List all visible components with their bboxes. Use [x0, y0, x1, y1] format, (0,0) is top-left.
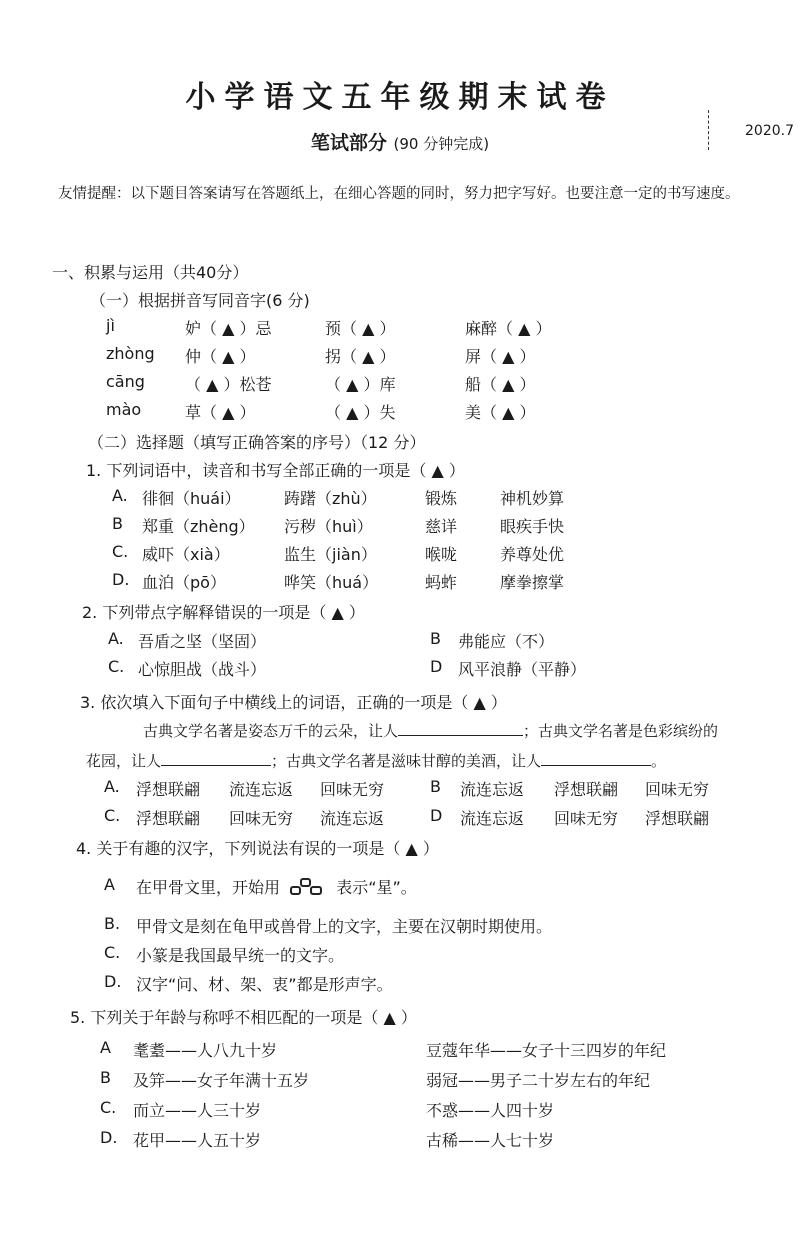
q3-option-word: 流连忘返: [460, 809, 525, 828]
pinyin-label: zhòng: [106, 344, 155, 363]
pinyin-blank[interactable]: 麻醉（ ▲ ）: [465, 319, 552, 338]
part-1-title: （一）根据拼音写同音字(6 分): [90, 291, 310, 310]
pinyin-blank[interactable]: 妒（ ▲ ）忌: [185, 319, 272, 338]
q3-option-word: 浮想联翩: [554, 780, 619, 799]
section-1-title: 一、积累与运用（共40分）: [52, 263, 249, 282]
q4-option-label[interactable]: A: [104, 875, 115, 894]
q5-option-left: 及笄——女子年满十五岁: [133, 1071, 310, 1090]
q1-option-word: 监生（jiàn）: [284, 545, 377, 564]
q1-option-word: 踌躇（zhù）: [284, 489, 377, 508]
oracle-star-glyph-icon: [289, 878, 327, 900]
q1-option-word: 污秽（huì）: [284, 517, 373, 536]
q3-option-word: 流连忘返: [229, 780, 294, 799]
q4-option-text: 汉字“问、材、架、衷”都是形声字。: [136, 975, 393, 994]
q1-option-word: 哗笑（huá）: [284, 573, 379, 592]
binding-marker: [708, 110, 711, 150]
q3-blank-2[interactable]: [161, 751, 271, 766]
pinyin-blank[interactable]: 拐（ ▲ ）: [325, 347, 396, 366]
pinyin-blank[interactable]: 仲（ ▲ ）: [185, 347, 256, 366]
pinyin-blank[interactable]: （ ▲ ）库: [325, 375, 396, 394]
q1-stem: 1. 下列词语中，读音和书写全部正确的一项是（ ▲ ）: [86, 461, 465, 480]
q3-passage-line-2: [86, 750, 666, 771]
q3-stem: 3. 依次填入下面句子中横线上的词语，正确的一项是（ ▲ ）: [80, 693, 507, 712]
q5-stem: 5. 下列关于年龄与称呼不相匹配的一项是（ ▲ ）: [70, 1008, 417, 1027]
q2-option-label[interactable]: A.: [108, 629, 124, 648]
subtitle-text: 笔试部分: [310, 132, 387, 154]
pinyin-label: cāng: [106, 372, 145, 391]
q3-option-word: 回味无穷: [229, 809, 294, 828]
q3-option-label[interactable]: C.: [104, 806, 121, 825]
q1-option-label[interactable]: A.: [112, 486, 128, 505]
pinyin-label: mào: [106, 400, 142, 419]
q4-option-label[interactable]: D.: [104, 972, 122, 991]
q3-passage-part: ；古典文学名著是滋味甘醇的美酒，让人: [271, 752, 542, 770]
part-2-title: （二）选择题（填写正确答案的序号）（12 分）: [88, 433, 426, 452]
q2-stem: 2. 下列带点字解释错误的一项是（ ▲ ）: [82, 603, 365, 622]
q1-option-word: 蚂蚱: [425, 573, 458, 592]
q3-blank-3[interactable]: [541, 751, 651, 766]
pinyin-blank[interactable]: 屏（ ▲ ）: [465, 347, 536, 366]
q4-option-text: 小篆是我国最早统一的文字。: [136, 946, 345, 965]
q1-option-word: 眼疾手快: [500, 517, 565, 536]
q3-option-word: 回味无穷: [645, 780, 710, 799]
q1-option-word: 威吓（xià）: [142, 545, 230, 564]
q1-option-word: 摩拳擦掌: [500, 573, 565, 592]
pinyin-blank[interactable]: 美（ ▲ ）: [465, 403, 536, 422]
q4-option-a-text: 表示“星”。: [336, 878, 417, 897]
exam-title: 小学语文五年级期末试卷: [185, 80, 615, 115]
q4-option-text: 甲骨文是刻在龟甲或兽骨上的文字，主要在汉朝时期使用。: [136, 917, 553, 936]
q1-option-word: 锻炼: [425, 489, 458, 508]
q3-option-label[interactable]: B: [430, 777, 441, 796]
pinyin-blank[interactable]: （ ▲ ）松苍: [185, 375, 272, 394]
exam-subtitle: [0, 128, 800, 155]
q3-option-label[interactable]: D: [430, 806, 443, 825]
q2-option-text: 心惊胆战（战斗）: [138, 660, 267, 679]
pinyin-blank[interactable]: （ ▲ ）失: [325, 403, 396, 422]
q3-passage-part: 。: [651, 752, 667, 770]
q5-option-label[interactable]: D.: [100, 1128, 118, 1147]
reminder-text: 友情提醒：以下题目答案请写在答题纸上，在细心答题的同时，努力把字写好。也要注意一定的书写速度。: [58, 186, 740, 202]
q1-option-word: 血泊（pō）: [142, 573, 226, 592]
q4-option-label[interactable]: B.: [104, 914, 121, 933]
q1-option-word: 郑重（zhèng）: [142, 517, 255, 536]
pinyin-label: jì: [106, 316, 115, 335]
q1-option-word: 养尊处优: [500, 545, 565, 564]
pinyin-blank[interactable]: 草（ ▲ ）: [185, 403, 256, 422]
q2-option-text: 弗能应（不）: [458, 632, 555, 651]
q3-passage-part: 古典文学名著是姿态万千的云朵，让人: [143, 722, 399, 740]
q5-option-left: 耄耋——人八九十岁: [133, 1041, 278, 1060]
q3-option-word: 流连忘返: [320, 809, 385, 828]
q5-option-left: 而立——人三十岁: [133, 1101, 262, 1120]
q3-option-word: 浮想联翩: [136, 809, 201, 828]
q2-option-label[interactable]: C.: [108, 657, 125, 676]
q3-passage-part: ；古典文学名著是色彩缤纷的: [523, 722, 719, 740]
q3-passage-part: 花园，让人: [86, 752, 162, 770]
subtitle-duration: (90 分钟完成): [393, 135, 490, 153]
pinyin-blank[interactable]: 预（ ▲ ）: [325, 319, 396, 338]
pinyin-blank[interactable]: 船（ ▲ ）: [465, 375, 536, 394]
q3-option-word: 浮想联翩: [136, 780, 201, 799]
q1-option-word: 神机妙算: [500, 489, 565, 508]
q4-stem: 4. 关于有趣的汉字，下列说法有误的一项是（ ▲ ）: [76, 839, 439, 858]
q4-option-text: [136, 875, 417, 900]
q3-option-word: 回味无穷: [554, 809, 619, 828]
exam-date: 2020.7: [745, 123, 794, 139]
q2-option-text: 吾盾之坚（坚固）: [138, 632, 267, 651]
q3-blank-1[interactable]: [398, 721, 523, 736]
q1-option-label[interactable]: B: [112, 514, 123, 533]
q5-option-label[interactable]: B: [100, 1068, 111, 1087]
q1-option-label[interactable]: D.: [112, 570, 130, 589]
q1-option-label[interactable]: C.: [112, 542, 129, 561]
q1-option-word: 徘徊（huái）: [142, 489, 241, 508]
q2-option-label[interactable]: D: [430, 657, 443, 676]
q4-option-a-text: 在甲骨文里，开始用: [136, 878, 281, 897]
q3-option-word: 浮想联翩: [645, 809, 710, 828]
q3-option-label[interactable]: A.: [104, 777, 120, 796]
q5-option-right: 豆蔻年华——女子十三四岁的年纪: [426, 1041, 667, 1060]
q3-option-word: 流连忘返: [460, 780, 525, 799]
q3-option-word: 回味无穷: [320, 780, 385, 799]
q1-option-word: 喉咙: [425, 545, 458, 564]
q5-option-label[interactable]: C.: [100, 1098, 117, 1117]
q4-option-label[interactable]: C.: [104, 943, 121, 962]
q5-option-left: 花甲——人五十岁: [133, 1131, 262, 1150]
q5-option-right: 不惑——人四十岁: [426, 1101, 555, 1120]
q1-option-word: 慈详: [425, 517, 458, 536]
q5-option-label[interactable]: A: [100, 1038, 111, 1057]
q5-option-right: 古稀——人七十岁: [426, 1131, 555, 1150]
q2-option-label[interactable]: B: [430, 629, 441, 648]
q5-option-right: 弱冠——男子二十岁左右的年纪: [426, 1071, 651, 1090]
q2-option-text: 风平浪静（平静）: [458, 660, 587, 679]
q3-passage-line-1: [143, 720, 718, 741]
